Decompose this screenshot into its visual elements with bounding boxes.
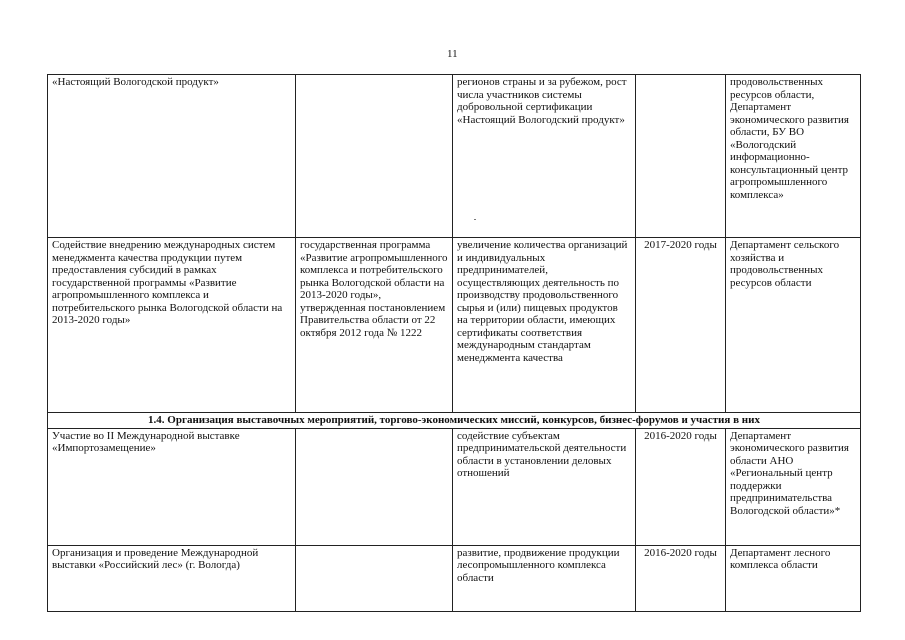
event-cell: Участие во II Международной выставке «Импортозамещение» — [48, 428, 296, 545]
result-cell: увеличение количества организаций и индивидуальных предпринимателей, осуществляющих деятельность по производству продовольственного сырья и (или) пищевых продуктов на территории области, имеющих сертификаты соответствия международным стандартам менеджмента качества — [453, 238, 636, 413]
period-cell: 2016-2020 годы — [636, 428, 726, 545]
section-heading: 1.4. Организация выставочных мероприятий, торгово-экономических миссий, конкурсов, бизнес-форумов и участия в них — [48, 413, 861, 429]
result-cell: развитие, продвижение продукции лесопромышленного комплекса области — [453, 545, 636, 611]
period-cell: 2016-2020 годы — [636, 545, 726, 611]
event-cell: «Настоящий Вологодской продукт» — [48, 75, 296, 238]
scan-speck — [474, 219, 476, 220]
executor-cell: Департамент сельского хозяйства и продовольственных ресурсов области — [726, 238, 861, 413]
program-cell — [296, 545, 453, 611]
program-cell — [296, 75, 453, 238]
executor-cell: продовольственных ресурсов области, Департамент экономического развития области, БУ ВО «Вологодский информационно-консультационный центр агропромышленного комплекса» — [726, 75, 861, 238]
table-row — [48, 428, 861, 545]
executor-cell: Департамент лесного комплекса области — [726, 545, 861, 611]
result-cell: содействие субъектам предпринимательской деятельности области в установлении деловых отношений — [453, 428, 636, 545]
executor-cell: Департамент экономического развития области АНО «Региональный центр поддержки предпринимательства Вологодской области»* — [726, 428, 861, 545]
period-cell: 2017-2020 годы — [636, 238, 726, 413]
page-number: 11 — [447, 48, 458, 60]
event-cell: Содействие внедрению международных систем менеджмента качества продукции путем предоставления субсидий в рамках государственной программы «Развитие агропромышленного комплекса и потребительского рынка Вологодской области на 2013-2020 годы» — [48, 238, 296, 413]
event-cell: Организация и проведение Международной выставки «Российский лес» (г. Вологда) — [48, 545, 296, 611]
table-row — [48, 545, 861, 611]
table-row — [48, 75, 861, 238]
period-cell — [636, 75, 726, 238]
measures-table — [47, 74, 861, 612]
result-cell: регионов страны и за рубежом, рост числа участников системы добровольной сертификации «Настоящий Вологодский продукт» — [453, 75, 636, 238]
program-cell — [296, 428, 453, 545]
program-cell: государственная программа «Развитие агропромышленного комплекса и потребительского рынка Вологодской области на 2013-2020 годы», утвержденная постановлением Правительства области от 22 октября 2012 года № 1222 — [296, 238, 453, 413]
table-row — [48, 238, 861, 413]
section-heading-row — [48, 413, 861, 429]
